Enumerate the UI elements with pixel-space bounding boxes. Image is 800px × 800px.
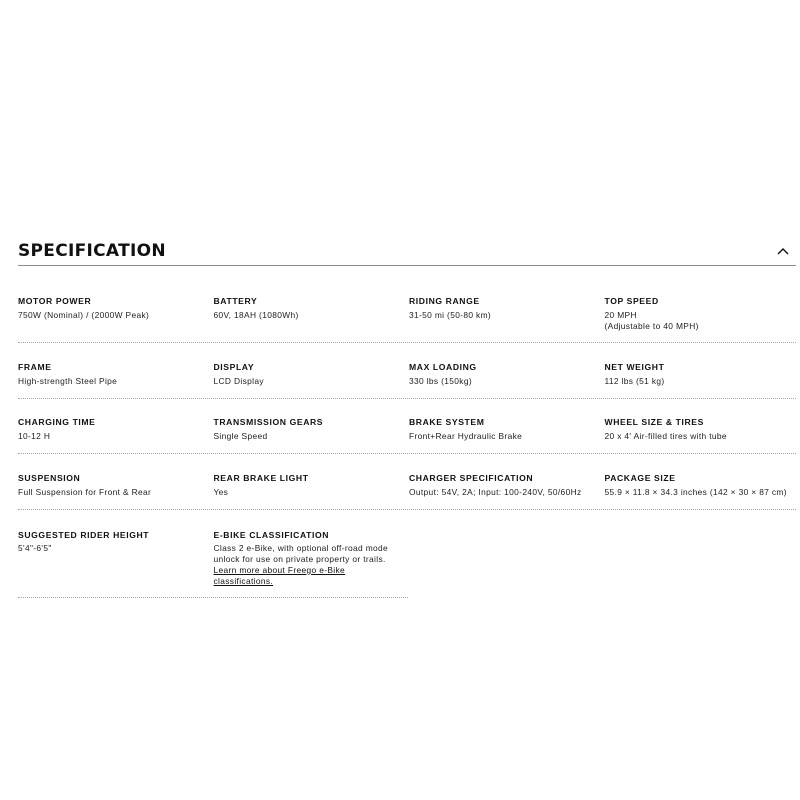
spec-package-size [605, 473, 797, 509]
spec-value: 10-12 H [18, 431, 51, 441]
spec-riding-range [409, 296, 605, 342]
spec-value: Full Suspension for Front & Rear [18, 487, 152, 497]
section-title: SPECIFICATION [18, 240, 166, 261]
specification-section [18, 236, 796, 598]
spec-value: 60V, 18AH (1080Wh) [213, 310, 299, 320]
spec-ebike-classification [214, 530, 409, 597]
spec-value: Yes [213, 487, 229, 497]
spec-rider-height [18, 530, 214, 597]
spec-max-loading [409, 362, 605, 398]
spec-brake-system [409, 417, 605, 453]
spec-label: WHEEL SIZE & TIRES [604, 417, 704, 427]
spec-label: MAX LOADING [409, 362, 477, 372]
spec-charger-specification [409, 473, 605, 509]
spec-label: BRAKE SYSTEM [409, 417, 485, 427]
spec-label: SUGGESTED RIDER HEIGHT [18, 530, 150, 540]
spec-value: 750W (Nominal) / (2000W Peak) [18, 310, 150, 320]
spec-row [18, 454, 796, 510]
spec-value: 112 lbs (51 kg) [604, 376, 665, 386]
spec-row [18, 266, 796, 343]
spec-transmission-gears [214, 417, 410, 453]
spec-wheel-size [605, 417, 797, 453]
spec-label: DISPLAY [213, 362, 255, 372]
specification-header[interactable] [18, 236, 796, 266]
spec-value: 20 MPH (Adjustable to 40 MPH) [604, 310, 699, 331]
spec-value: 20 x 4' Air-filled tires with tube [604, 431, 727, 441]
spec-label: TRANSMISSION GEARS [213, 417, 324, 427]
spec-battery [214, 296, 410, 342]
spec-net-weight [605, 362, 797, 398]
spec-label: FRAME [18, 362, 52, 372]
spec-label: NET WEIGHT [604, 362, 665, 372]
spec-label: MOTOR POWER [18, 296, 92, 306]
spec-value: Output: 54V, 2A; Input: 100-240V, 50/60Hz [409, 487, 582, 497]
spec-value: Front+Rear Hydraulic Brake [409, 431, 523, 441]
spec-motor-power [18, 296, 214, 342]
spec-value: LCD Display [213, 376, 264, 386]
spec-value: 5'4"-6'5" [18, 543, 52, 553]
spec-row [18, 510, 408, 598]
spec-label: PACKAGE SIZE [604, 473, 676, 483]
spec-value: Single Speed [213, 431, 268, 441]
spec-frame [18, 362, 214, 398]
spec-label: BATTERY [213, 296, 258, 306]
spec-label: CHARGING TIME [18, 417, 96, 427]
spec-display [214, 362, 410, 398]
spec-rear-brake-light [214, 473, 410, 509]
spec-top-speed [605, 296, 797, 342]
spec-label: TOP SPEED [604, 296, 659, 306]
spec-row [18, 399, 796, 454]
spec-value: High-strength Steel Pipe [18, 376, 118, 386]
spec-label: REAR BRAKE LIGHT [213, 473, 309, 483]
spec-value: Class 2 e-Bike, with optional off-road mode unlock for use on private property or trails. [213, 543, 389, 564]
spec-label: E-BIKE CLASSIFICATION [213, 530, 330, 540]
ebike-classification-link[interactable]: Learn more about Freego e-Bike classifications. [213, 565, 346, 586]
spec-value: 55.9 × 11.8 × 34.3 inches (142 × 30 × 87 cm) [604, 487, 787, 497]
spec-label: RIDING RANGE [409, 296, 480, 306]
spec-label: CHARGER SPECIFICATION [409, 473, 534, 483]
spec-suspension [18, 473, 214, 509]
spec-row [18, 343, 796, 399]
spec-label: SUSPENSION [18, 473, 81, 483]
spec-value: 330 lbs (150kg) [409, 376, 472, 386]
chevron-up-icon[interactable] [774, 242, 792, 260]
spec-charging-time [18, 417, 214, 453]
spec-value: 31-50 mi (50-80 km) [409, 310, 492, 320]
